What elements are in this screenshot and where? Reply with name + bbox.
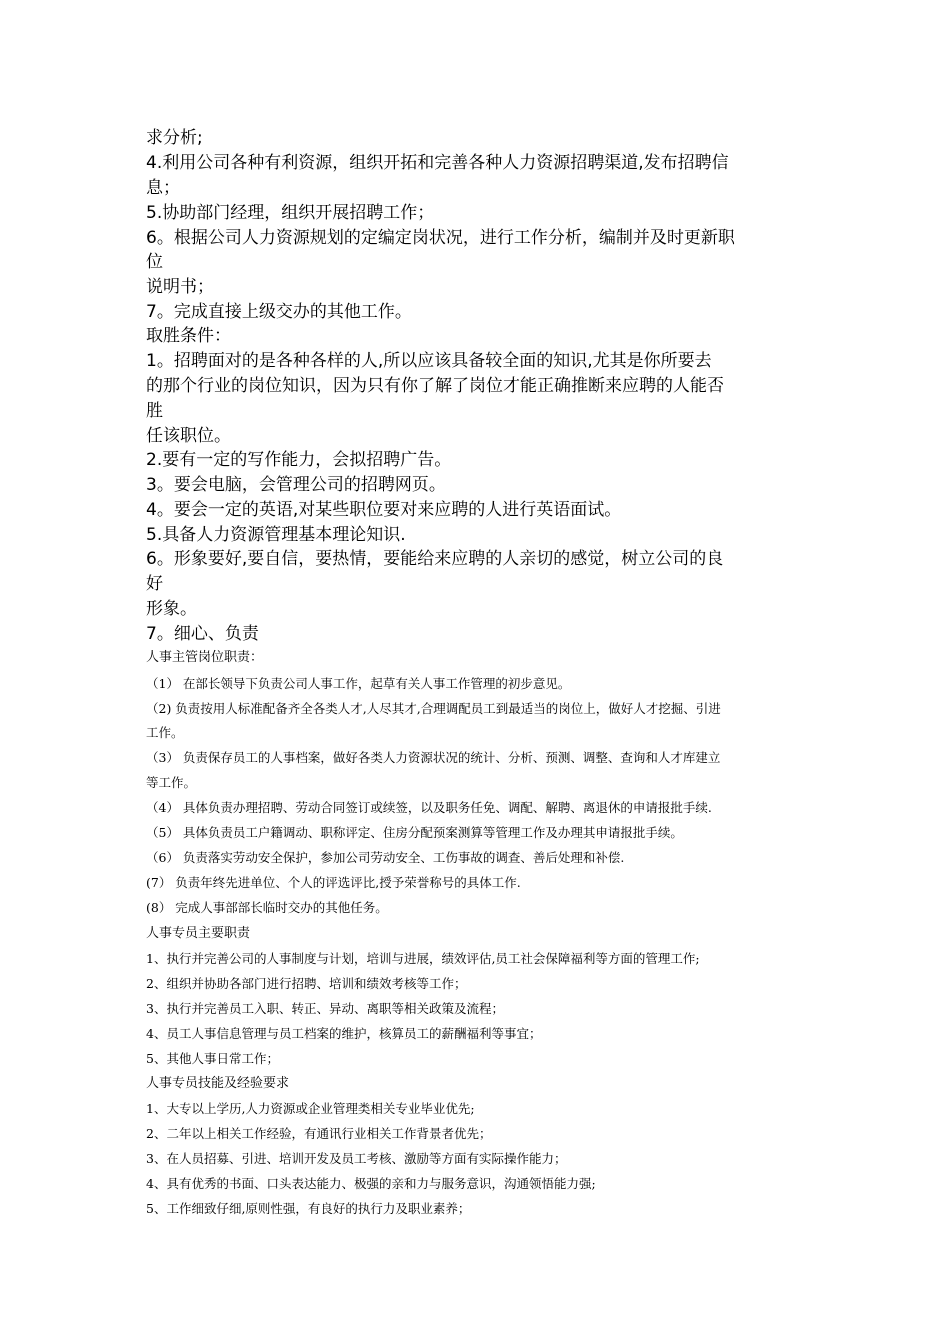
text-line: 3。要会电脑，会管理公司的招聘网页。 bbox=[146, 475, 446, 495]
list-item: （3） 负责保存员工的人事档案，做好各类人力资源状况的统计、分析、预测、调整、查询和人才库建立 bbox=[146, 750, 721, 765]
text-line: 形象。 bbox=[146, 599, 197, 619]
text-line: 的那个行业的岗位知识，因为只有你了解了岗位才能正确推断来应聘的人能否 bbox=[146, 376, 724, 396]
list-item: （5） 具体负责员工户籍调动、职称评定、住房分配预案测算等管理工作及办理其申请报批手续。 bbox=[146, 825, 683, 840]
text-line: 5.具备人力资源管理基本理论知识. bbox=[146, 525, 406, 545]
text-line: 7。细心、负责 bbox=[146, 624, 259, 644]
list-item: (7） 负责年终先进单位、个人的评选评比,授予荣誉称号的具体工作. bbox=[146, 875, 521, 890]
list-item: 5、工作细致仔细,原则性强，有良好的执行力及职业素养； bbox=[146, 1201, 471, 1216]
text-line: 4.利用公司各种有利资源，组织开拓和完善各种人力资源招聘渠道,发布招聘信 bbox=[146, 153, 729, 173]
list-item: （4） 具体负责办理招聘、劳动合同签订或续签，以及职务任免、调配、解聘、离退休的申请报批手续. bbox=[146, 800, 712, 815]
text-line: 求分析; bbox=[146, 128, 203, 148]
list-item: 5、其他人事日常工作； bbox=[146, 1051, 279, 1066]
text-line: 好 bbox=[146, 574, 163, 594]
text-line: 位 bbox=[146, 252, 163, 272]
text-line: 任该职位。 bbox=[146, 426, 231, 446]
list-item: 2、二年以上相关工作经验，有通讯行业相关工作背景者优先； bbox=[146, 1126, 492, 1141]
text-line: 2.要有一定的写作能力，会拟招聘广告。 bbox=[146, 450, 452, 470]
text-line: 5.协助部门经理，组织开展招聘工作； bbox=[146, 203, 435, 223]
list-item: 2、组织并协助各部门进行招聘、培训和绩效考核等工作； bbox=[146, 976, 467, 991]
list-item: （1） 在部长领导下负责公司人事工作，起草有关人事工作管理的初步意见。 bbox=[146, 676, 571, 691]
list-item: （6） 负责落实劳动安全保护，参加公司劳动安全、工伤事故的调查、善后处理和补偿. bbox=[146, 850, 625, 865]
text-line: 说明书； bbox=[146, 277, 214, 297]
text-line: 取胜条件： bbox=[146, 326, 231, 346]
text-line: 7。完成直接上级交办的其他工作。 bbox=[146, 302, 412, 322]
section-heading: 人事专员技能及经验要求 bbox=[146, 1076, 290, 1091]
list-item: (8） 完成人事部部长临时交办的其他任务。 bbox=[146, 900, 388, 915]
list-item: 3、在人员招募、引进、培训开发及员工考核、激励等方面有实际操作能力； bbox=[146, 1151, 567, 1166]
list-item: 1、执行并完善公司的人事制度与计划，培训与进展，绩效评估,员工社会保障福利等方面的管理工作; bbox=[146, 951, 700, 966]
list-item: 等工作。 bbox=[146, 775, 197, 790]
list-item: 工作。 bbox=[146, 725, 184, 740]
text-line: 6。形象要好,要自信，要热情，要能给来应聘的人亲切的感觉，树立公司的良 bbox=[146, 549, 724, 569]
text-line: 息； bbox=[146, 178, 180, 198]
list-item: 3、执行并完善员工入职、转正、异动、离职等相关政策及流程； bbox=[146, 1001, 504, 1016]
text-line: 胜 bbox=[146, 401, 163, 421]
list-item: 4、具有优秀的书面、口头表达能力、极强的亲和力与服务意识，沟通领悟能力强; bbox=[146, 1176, 596, 1191]
text-line: 1。招聘面对的是各种各样的人,所以应该具备较全面的知识,尤其是你所要去 bbox=[146, 351, 712, 371]
text-line: 6。根据公司人力资源规划的定编定岗状况，进行工作分析，编制并及时更新职 bbox=[146, 228, 735, 248]
section-heading: 人事主管岗位职责： bbox=[146, 650, 264, 665]
list-item: 4、员工人事信息管理与员工档案的维护，核算员工的薪酬福利等事宜； bbox=[146, 1026, 542, 1041]
list-item: 1、大专以上学历,人力资源或企业管理类相关专业毕业优先; bbox=[146, 1101, 475, 1116]
section-heading: 人事专员主要职责 bbox=[146, 926, 251, 941]
list-item: （2) 负责按用人标准配备齐全各类人才,人尽其才,合理调配员工到最适当的岗位上，做好人才挖掘、引进 bbox=[146, 701, 721, 716]
text-line: 4。要会一定的英语,对某些职位要对来应聘的人进行英语面试。 bbox=[146, 500, 622, 520]
